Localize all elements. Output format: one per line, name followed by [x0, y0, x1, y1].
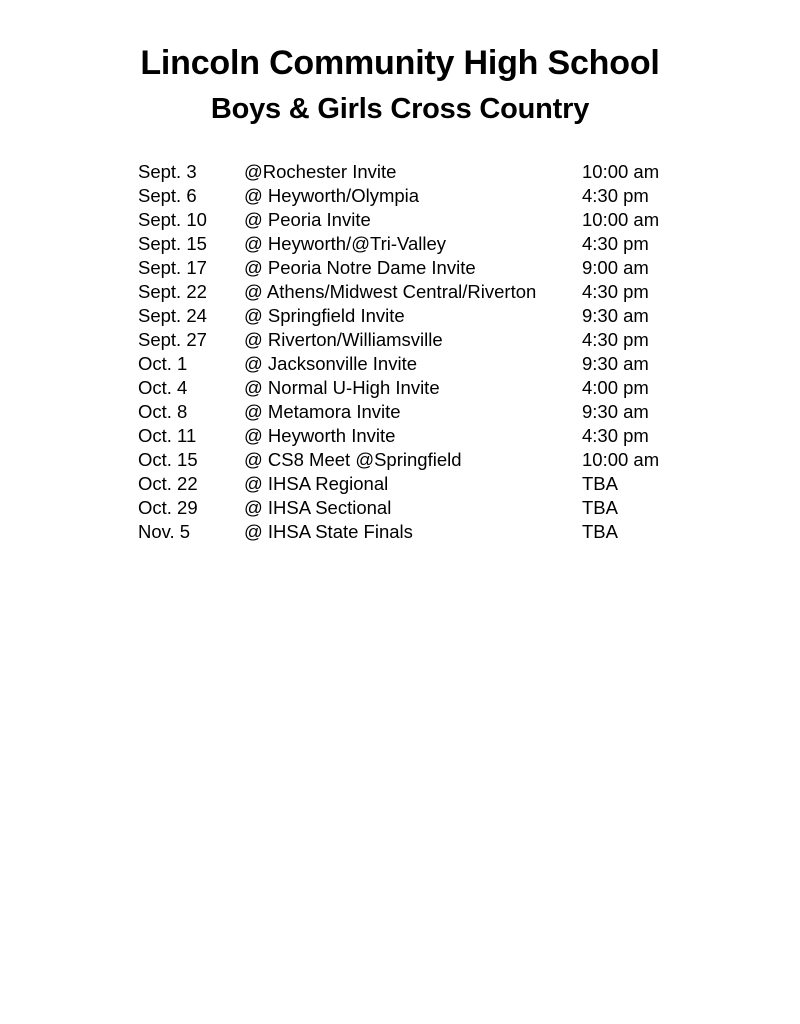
table-row [138, 208, 702, 232]
schedule-section [138, 160, 800, 544]
document-header [0, 0, 800, 126]
event-time: 9:30 am [582, 305, 649, 327]
school-name-heading: Lincoln Community High School [140, 44, 660, 82]
event-date: Sept. 27 [138, 329, 207, 351]
event-name: @ Peoria Invite [244, 209, 371, 231]
table-row [138, 520, 702, 544]
event-time: TBA [582, 473, 618, 495]
event-name: @ Heyworth/Olympia [244, 185, 420, 207]
event-time: 10:00 am [582, 449, 660, 471]
event-date: Sept. 15 [138, 233, 207, 255]
event-name: @ Athens/Midwest Central/Riverton [244, 281, 537, 303]
event-time: TBA [582, 497, 618, 519]
table-row [138, 328, 702, 352]
table-row [138, 184, 702, 208]
event-time: 9:30 am [582, 353, 649, 375]
event-date: Oct. 22 [138, 473, 198, 495]
event-name: @Rochester Invite [244, 161, 397, 183]
table-row [138, 472, 702, 496]
event-date: Nov. 5 [138, 521, 191, 543]
table-row [138, 160, 702, 184]
event-name: @ Normal U-High Invite [244, 377, 440, 399]
event-time: 4:30 pm [582, 425, 649, 447]
table-row [138, 280, 702, 304]
table-row [138, 232, 702, 256]
event-name: @ Heyworth/@Tri-Valley [244, 233, 447, 255]
table-row [138, 448, 702, 472]
event-date: Oct. 8 [138, 401, 188, 423]
table-row [138, 256, 702, 280]
event-name: @ Jacksonville Invite [244, 353, 418, 375]
event-date: Sept. 24 [138, 305, 207, 327]
event-time: 9:30 am [582, 401, 649, 423]
event-time: 4:30 pm [582, 233, 649, 255]
table-row [138, 496, 702, 520]
event-time: 9:00 am [582, 257, 649, 279]
event-name: @ Springfield Invite [244, 305, 405, 327]
event-time: 4:30 pm [582, 281, 649, 303]
schedule-table-body [138, 160, 702, 544]
event-date: Sept. 6 [138, 185, 197, 207]
event-name: @ IHSA State Finals [244, 521, 413, 543]
event-date: Oct. 4 [138, 377, 188, 399]
event-date: Sept. 10 [138, 209, 207, 231]
event-time: 10:00 am [582, 209, 660, 231]
sport-name-heading: Boys & Girls Cross Country [210, 93, 590, 126]
table-row [138, 304, 702, 328]
event-time: TBA [582, 521, 618, 543]
event-date: Sept. 3 [138, 161, 197, 183]
event-time: 4:00 pm [582, 377, 649, 399]
event-date: Sept. 17 [138, 257, 207, 279]
event-name: @ Heyworth Invite [244, 425, 396, 447]
table-row [138, 400, 702, 424]
event-date: Oct. 1 [138, 353, 188, 375]
table-row [138, 352, 702, 376]
event-name: @ IHSA Regional [244, 473, 389, 495]
event-time: 10:00 am [582, 161, 660, 183]
event-name: @ Riverton/Williamsville [244, 329, 443, 351]
event-date: Oct. 29 [138, 497, 198, 519]
event-time: 4:30 pm [582, 329, 649, 351]
event-date: Oct. 15 [138, 449, 198, 471]
event-name: @ Peoria Notre Dame Invite [244, 257, 476, 279]
event-name: @ Metamora Invite [244, 401, 401, 423]
schedule-table [138, 160, 702, 544]
event-date: Oct. 11 [138, 425, 197, 447]
event-time: 4:30 pm [582, 185, 649, 207]
table-row [138, 424, 702, 448]
table-row [138, 376, 702, 400]
event-name: @ CS8 Meet @Springfield [244, 449, 462, 471]
event-name: @ IHSA Sectional [244, 497, 392, 519]
event-date: Sept. 22 [138, 281, 207, 303]
